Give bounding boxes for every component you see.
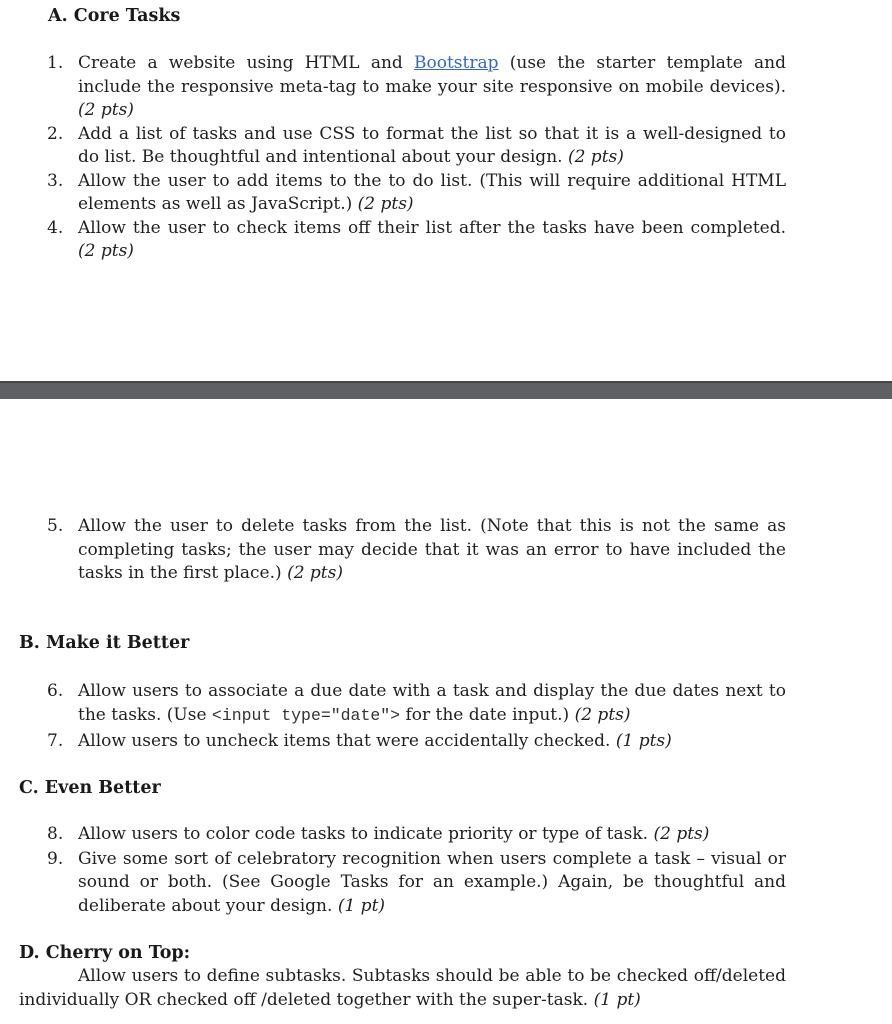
- item-text: [78, 52, 786, 123]
- points-label: (1 pt): [337, 895, 386, 916]
- even-better-list: [47, 823, 786, 918]
- points-label: (2 pts): [567, 147, 624, 167]
- points-label: (1 pts): [615, 731, 672, 751]
- item-text: [78, 170, 786, 217]
- list-item: [47, 823, 786, 847]
- item-text-part: Add a list of tasks and use CSS to format the list so that it is a well-designed to do list. Be thoughtful and intentional about your design.: [78, 123, 786, 167]
- section-b-heading: B. Make it Better: [19, 633, 190, 653]
- list-item: [47, 730, 786, 754]
- item-number: 5.: [47, 516, 64, 536]
- document-page-2: [0, 399, 892, 1024]
- item-number: 2.: [47, 123, 64, 144]
- section-d-paragraph: [19, 965, 786, 1012]
- item-number: 8.: [47, 824, 64, 844]
- section-a-heading: A. Core Tasks: [48, 6, 181, 26]
- list-item: [47, 170, 786, 217]
- item-number: 4.: [47, 217, 64, 238]
- item-number: 7.: [47, 731, 64, 751]
- item-text-part: Create a website using HTML and: [78, 53, 415, 73]
- core-tasks-list: [47, 52, 786, 264]
- item-text-part: Allow the user to add items to the to do list. (This will require additional HTML elements as well as JavaScript.): [78, 170, 786, 214]
- points-label: (2 pts): [287, 563, 343, 583]
- points-label: (2 pts): [574, 704, 631, 725]
- points-label: (1 pt): [593, 989, 641, 1010]
- item-text: [78, 680, 786, 727]
- item-text: [78, 730, 786, 754]
- list-item: [47, 848, 786, 919]
- item-text: [78, 823, 786, 847]
- list-item: [47, 123, 786, 170]
- section-d-heading: D. Cherry on Top:: [19, 943, 191, 963]
- item-number: 9.: [47, 848, 64, 869]
- make-it-better-list: [47, 680, 786, 754]
- item-number: 6.: [47, 681, 64, 701]
- bootstrap-link[interactable]: Bootstrap: [414, 53, 499, 73]
- points-label: (2 pts): [78, 241, 134, 261]
- item-text-part: Allow the user to check items off their list after the tasks have been completed.: [78, 217, 786, 238]
- document-page-1: [0, 0, 892, 381]
- item-text: [78, 123, 786, 170]
- item-text-part: Allow users to uncheck items that were accidentally checked.: [78, 731, 616, 751]
- item-text-part: Allow users to associate a due date with a task and display the due dates next to the tasks. (Use: [78, 681, 786, 725]
- points-label: (2 pts): [653, 824, 710, 844]
- points-label: (2 pts): [357, 194, 414, 214]
- code-snippet: <input type="date">: [211, 705, 401, 725]
- item-text-part: Give some sort of celebratory recognition when users complete a task – visual or sound or both. (See Google Tasks for an example.) Again, be thoughtful and deliberate about your design.: [78, 848, 786, 916]
- item-text: [78, 515, 786, 586]
- list-item: [47, 52, 786, 123]
- list-item: [47, 680, 786, 727]
- item-number: 3.: [47, 170, 64, 191]
- core-tasks-list-continued: [47, 515, 786, 586]
- item-text: [78, 848, 786, 919]
- section-c-heading: C. Even Better: [19, 778, 161, 798]
- item-text-part: Allow users to color code tasks to indicate priority or type of task.: [78, 824, 654, 844]
- item-text-part: Allow the user to delete tasks from the list. (Note that this is not the same as completing tasks; the user may decide that it was an error to have included the tasks in the first place.): [78, 516, 786, 583]
- item-number: 1.: [47, 53, 64, 73]
- item-text-part: for the date input.): [400, 704, 575, 725]
- list-item: [47, 217, 786, 264]
- points-label: (2 pts): [78, 100, 134, 120]
- item-text-part: (use the starter template and include the responsive meta-tag to make your site responsive on mobile devices).: [78, 53, 786, 97]
- paragraph-text: Allow users to define subtasks. Subtasks should be able to be checked off/deleted individually OR checked off /deleted together with the super-task.: [19, 966, 786, 1010]
- list-item: [47, 515, 786, 586]
- page-break-divider: [0, 381, 892, 399]
- item-text: [78, 217, 786, 264]
